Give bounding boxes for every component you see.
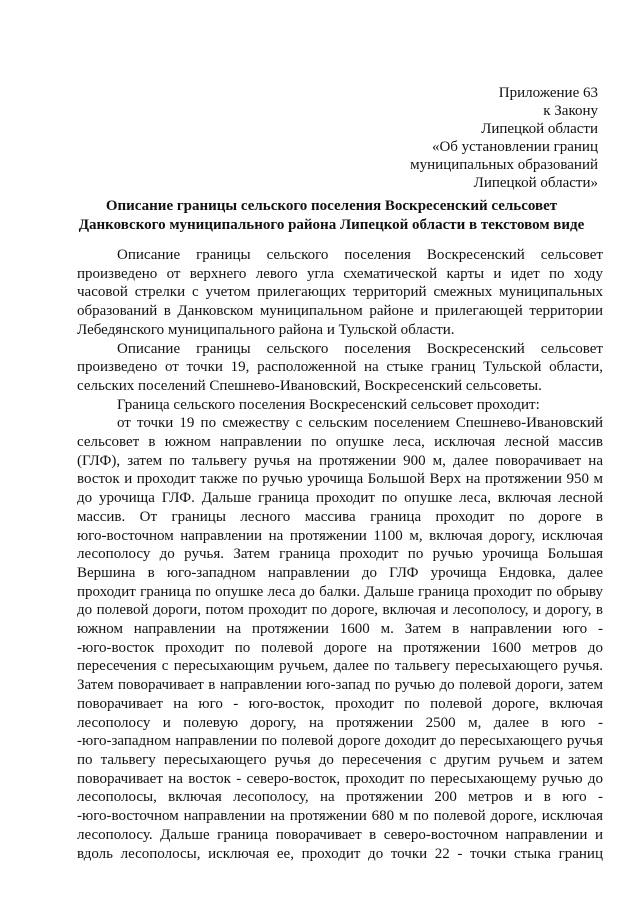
title-line: Описание границы сельского поселения Воскресенский сельсовет [105, 198, 558, 214]
body-line: лесополосу и полевую дорогу, на протяжении 2500 м, далее в юго - [77, 714, 603, 731]
appendix-line: Приложение 63 [498, 85, 598, 101]
document-title [60, 197, 603, 234]
body-line: поворачивает на юго - юго-восток, проходит по полевой дороге, включая [77, 695, 603, 712]
body-line: образований в Данковском муниципальном районе и прилегающей территории [77, 303, 603, 320]
body-line: -юго-восток проходит по полевой дороге на протяжении 1600 метров до [77, 639, 603, 656]
body-line: поворачивает на восток - северо-восток, проходит по пересыхающему ручью до [77, 770, 603, 787]
appendix-line: Липецкой области [481, 121, 598, 137]
body-line: Описание границы сельского поселения Воскресенский сельсовет [117, 247, 603, 263]
appendix-line: Липецкой области» [473, 175, 598, 191]
body-line: по тальвегу пересыхающего ручья до пересечения с другим ручьем и затем [77, 751, 603, 768]
body-line: часовой стрелки с учетом прилегающих территорий смежных муниципальных [77, 284, 603, 301]
title-line: Данковского муниципального района Липецкой области в текстовом виде [78, 216, 585, 233]
body-line: сельских поселений Спешнево-Ивановский, Воскресенский сельсоветы. [77, 377, 542, 394]
body-line: вдоль лесополосы, исключая ее, проходит до точки 22 - точки стыка границ [77, 845, 603, 862]
body-line: Граница сельского поселения Воскресенский сельсовет проходит: [117, 396, 540, 413]
body-line: Описание границы сельского поселения Воскресенский сельсовет [117, 340, 603, 357]
body-line: проходит граница по опушке леса до балки. Дальше граница проходит по обрыву [77, 583, 603, 600]
body-line: южном направлении на протяжении 1600 м. Затем в направлении юго - [77, 621, 603, 638]
document-body [77, 246, 603, 863]
body-line: (ГЛФ), затем по тальвегу ручья на протяжении 900 м, далее поворачивает на [77, 452, 603, 469]
body-line: восток и проходит также по ручью урочища Большой Верх на протяжении 950 м [77, 471, 603, 488]
appendix-line: муниципальных образований [410, 157, 598, 173]
appendix-line: к Закону [543, 103, 598, 119]
body-line: Вершина в юго-западном направлении до ГЛФ урочища Ендовка, далее [77, 564, 603, 581]
body-line: произведено от точки 19, расположенной на стыке границ Тульской области, [77, 359, 603, 376]
body-line: пересечения с пересыхающим ручьем, далее по тальвегу пересыхающего ручья. [77, 658, 603, 675]
body-line: лесополосу. Дальше граница поворачивает в северо-восточном направлении и [77, 826, 603, 843]
body-line: лесополосу до ручья. Затем граница проходит по ручью урочища Большая [77, 546, 603, 563]
body-line: массив. От границы лесного массива граница проходит по дороге в [77, 508, 603, 525]
body-line: до урочища ГЛФ. Дальше граница проходит по опушке леса, включая лесной [77, 490, 603, 507]
body-line: сельсовет в южном направлении по опушке леса, исключая лесной массив [77, 434, 603, 451]
body-line: -юго-западном направлении по полевой дороге доходит до пересыхающего ручья [77, 733, 603, 750]
appendix-line: «Об установлении границ [431, 139, 598, 155]
body-line: от точки 19 по смежеству с сельским поселением Спешнево-Ивановский [117, 415, 603, 432]
body-line: юго-восточном направлении на протяжении 1100 м, включая дорогу, исключая [77, 527, 603, 544]
body-line: до полевой дороги, потом проходит по дороге, включая и лесополосу, и дорогу, в [77, 602, 603, 619]
body-line: -юго-восточном направлении на протяжении 680 м по полевой дороге, исключая [77, 808, 603, 825]
body-line: Затем поворачивает в направлении юго-запад по ручью до полевой дороги, затем [77, 677, 603, 694]
appendix-header [410, 84, 598, 192]
body-line: лесополосы, включая лесополосу, на протяжении 200 метров и в юго - [77, 789, 603, 806]
body-line: Лебедянского муниципального района и Тульской области. [77, 321, 455, 338]
body-line: произведено от верхнего левого угла схематической карты и идет по ходу [77, 265, 603, 282]
